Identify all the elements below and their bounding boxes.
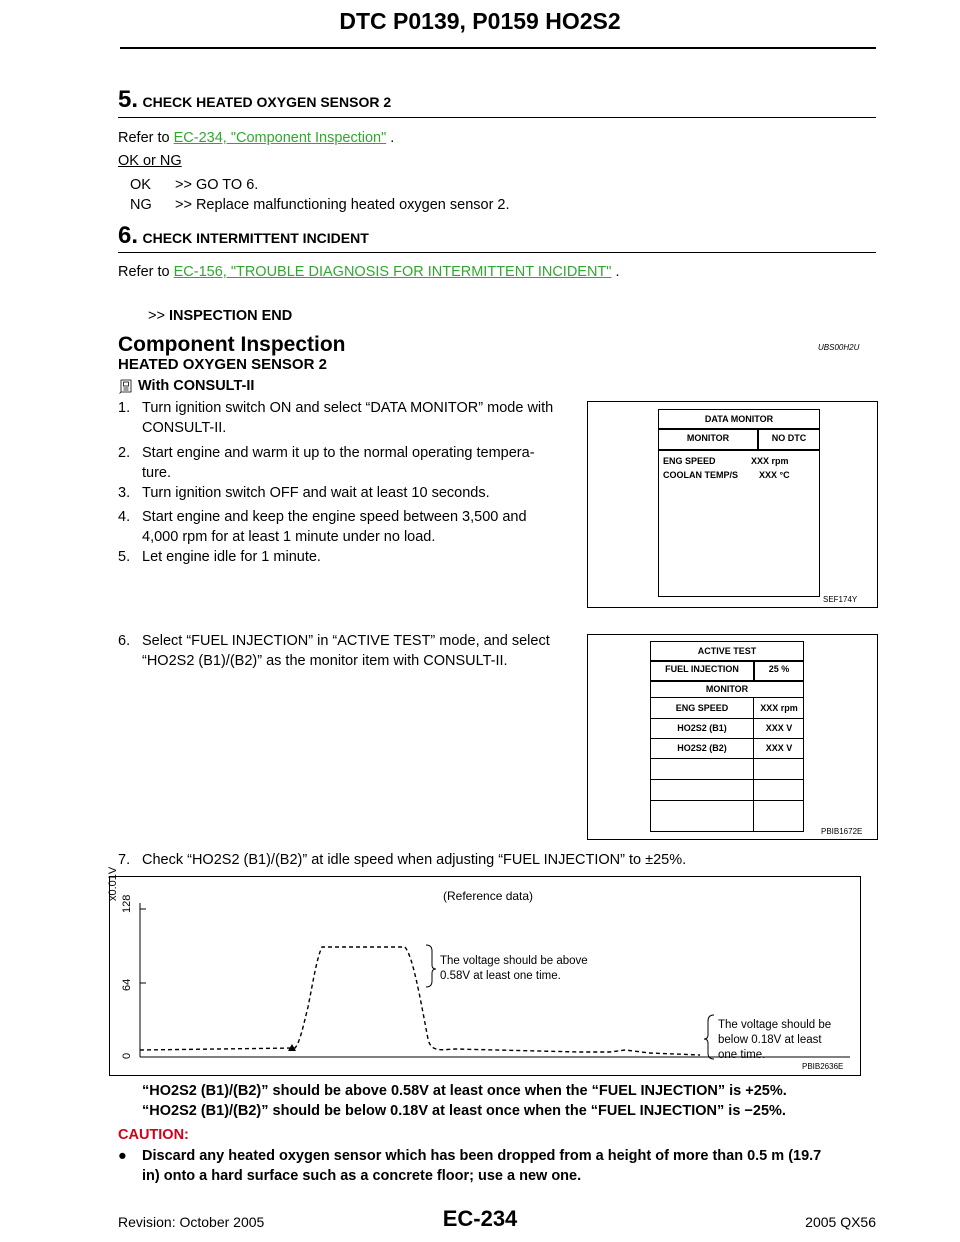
note1-bracket <box>426 945 436 987</box>
link-component-inspection[interactable]: EC-234, "Component Inspection" <box>173 130 387 146</box>
step5-number: 5. <box>118 86 139 113</box>
consult-label: With CONSULT-II <box>138 378 255 394</box>
eng-speed-value: XXX rpm <box>751 456 789 466</box>
step5-rule <box>118 117 876 118</box>
step-number: 3. <box>118 485 131 501</box>
step-line: Turn ignition switch ON and select “DATA MONITOR” mode with <box>142 400 554 416</box>
step-line: ture. <box>142 465 172 481</box>
step-7 <box>118 850 878 870</box>
y-mid: 64 <box>121 978 133 991</box>
refer-suffix: . <box>386 130 395 146</box>
step-line: CONSULT-II. <box>142 420 227 436</box>
inspection-end <box>148 306 292 326</box>
bullet-icon: ● <box>118 1148 127 1164</box>
divider <box>651 758 803 759</box>
y-axis-labels <box>107 867 119 901</box>
divider <box>651 779 803 780</box>
refer-prefix: Refer to <box>118 264 174 280</box>
step-number: 2. <box>118 445 131 461</box>
note2-bracket <box>704 1015 714 1059</box>
step5-refer <box>118 128 394 148</box>
note-below <box>718 1018 831 1063</box>
figure-data-monitor <box>587 401 878 608</box>
divider <box>651 697 803 698</box>
refer-suffix: . <box>611 264 620 280</box>
y-unit: x0.01V <box>107 866 119 901</box>
step-1 <box>118 398 578 438</box>
figure-code: PBIB2636E <box>802 1062 844 1071</box>
ng-label: NG <box>130 197 152 213</box>
caution-line: in) onto a hard surface such as a concrete floor; use a new one. <box>142 1168 582 1184</box>
component-inspection-title: Component Inspection <box>118 333 346 356</box>
row-value: XXX V <box>765 723 793 733</box>
note-line: one time. <box>718 1049 766 1061</box>
y-max: 128 <box>121 894 133 913</box>
reference-data-label: (Reference data) <box>443 889 534 903</box>
divider <box>659 428 819 430</box>
section-code: UBS00H2U <box>818 343 860 352</box>
step-number: 4. <box>118 509 131 525</box>
divider <box>651 800 803 801</box>
row-value: XXX V <box>765 743 793 753</box>
step6-rule <box>118 252 876 253</box>
step-5 <box>118 547 578 567</box>
coolant-temp-label: COOLAN TEMP/S <box>663 470 739 480</box>
step6-heading <box>118 222 369 250</box>
figure-code: PBIB1672E <box>821 827 863 836</box>
y-min: 0 <box>121 1052 133 1059</box>
step-line: “HO2S2 (B1)/(B2)” as the monitor item with CONSULT-II. <box>142 653 508 669</box>
note-above <box>440 954 588 984</box>
caution-item <box>118 1146 878 1186</box>
results-text <box>142 1081 787 1121</box>
divider <box>651 718 803 719</box>
data-monitor-screen <box>658 409 820 597</box>
data-monitor-title: DATA MONITOR <box>704 414 774 424</box>
step-line: Start engine and warm it up to the normal operating tempera- <box>142 445 535 461</box>
step-line: Start engine and keep the engine speed between 3,500 and <box>142 509 527 525</box>
subsection-title: HEATED OXYGEN SENSOR 2 <box>118 356 327 373</box>
divider <box>651 738 803 739</box>
result-line-above: “HO2S2 (B1)/(B2)” should be above 0.58V at least once when the “FUEL INJECTION” is +25%. <box>142 1083 787 1099</box>
step6-title: CHECK INTERMITTENT INCIDENT <box>142 230 369 246</box>
row-name: ENG SPEED <box>675 703 729 713</box>
row-value: XXX rpm <box>760 703 798 713</box>
step-line: Turn ignition switch OFF and wait at least 10 seconds. <box>142 485 490 501</box>
end-arrow: >> <box>148 308 165 324</box>
page-number: EC-234 <box>442 1206 518 1231</box>
note-line: below 0.18V at least <box>718 1034 822 1046</box>
no-dtc-header: NO DTC <box>771 433 807 443</box>
step6-refer <box>118 262 620 282</box>
figure-reference-graph <box>107 866 861 1076</box>
step-number: 6. <box>118 633 131 649</box>
step-6 <box>118 631 578 671</box>
fuel-injection-label: FUEL INJECTION <box>665 664 739 674</box>
consult-heading <box>118 378 254 394</box>
model-label: 2005 QX56 <box>805 1214 876 1230</box>
page-header-title: DTC P0139, P0159 HO2S2 <box>339 8 621 34</box>
note-line: The voltage should be <box>718 1019 832 1031</box>
step6-number: 6. <box>118 222 139 249</box>
step-number: 1. <box>118 400 131 416</box>
step-line: 4,000 rpm for at least 1 minute under no load. <box>142 529 436 545</box>
active-test-title: ACTIVE TEST <box>697 646 757 656</box>
step5-heading <box>118 86 391 114</box>
divider <box>651 680 803 682</box>
ng-text: >> Replace malfunctioning heated oxygen sensor 2. <box>175 197 510 213</box>
fuel-injection-value: 25 % <box>768 664 790 674</box>
refer-prefix: Refer to <box>118 130 174 146</box>
note-line: 0.58V at least one time. <box>440 970 561 982</box>
ok-text: >> GO TO 6. <box>175 177 259 193</box>
ok-label: OK <box>130 177 151 193</box>
step-line: Check “HO2S2 (B1)/(B2)” at idle speed when adjusting “FUEL INJECTION” to ±25%. <box>142 852 687 868</box>
eng-speed-label: ENG SPEED <box>663 456 716 466</box>
figure-active-test <box>587 634 878 840</box>
note-line: The voltage should be above <box>440 955 588 967</box>
voltage-trace <box>140 947 700 1055</box>
consult-icon <box>118 378 134 394</box>
step-number: 5. <box>118 549 131 565</box>
link-intermittent-incident[interactable]: EC-156, "TROUBLE DIAGNOSIS FOR INTERMITTENT INCIDENT" <box>173 264 612 280</box>
divider <box>651 660 803 662</box>
active-test-screen <box>650 641 804 832</box>
figure-code: SEF174Y <box>823 595 858 604</box>
step-line: Select “FUEL INJECTION” in “ACTIVE TEST” mode, and select <box>142 633 550 649</box>
divider <box>659 449 819 451</box>
step-2 <box>118 443 578 483</box>
end-text: INSPECTION END <box>168 308 293 324</box>
coolant-temp-value: XXX °C <box>759 470 790 480</box>
row-name: HO2S2 (B1) <box>677 723 727 733</box>
header-rule <box>120 47 876 49</box>
step5-title: CHECK HEATED OXYGEN SENSOR 2 <box>142 94 392 110</box>
step-4 <box>118 507 578 547</box>
caution-line: Discard any heated oxygen sensor which has been dropped from a height of more than 0.5 m (19.7 <box>142 1148 822 1164</box>
ok-or-ng-label: OK or NG <box>118 153 182 169</box>
step-line: Let engine idle for 1 minute. <box>142 549 321 565</box>
caution-label: CAUTION: <box>118 1127 189 1143</box>
step-3 <box>118 483 578 503</box>
step-number: 7. <box>118 852 131 868</box>
result-line-below: “HO2S2 (B1)/(B2)” should be below 0.18V at least once when the “FUEL INJECTION” is −25%. <box>142 1103 786 1119</box>
row-name: HO2S2 (B2) <box>677 743 727 753</box>
revision-label: Revision: October 2005 <box>118 1214 265 1230</box>
monitor-col-header: MONITOR <box>686 433 730 443</box>
monitor-header: MONITOR <box>705 684 749 694</box>
